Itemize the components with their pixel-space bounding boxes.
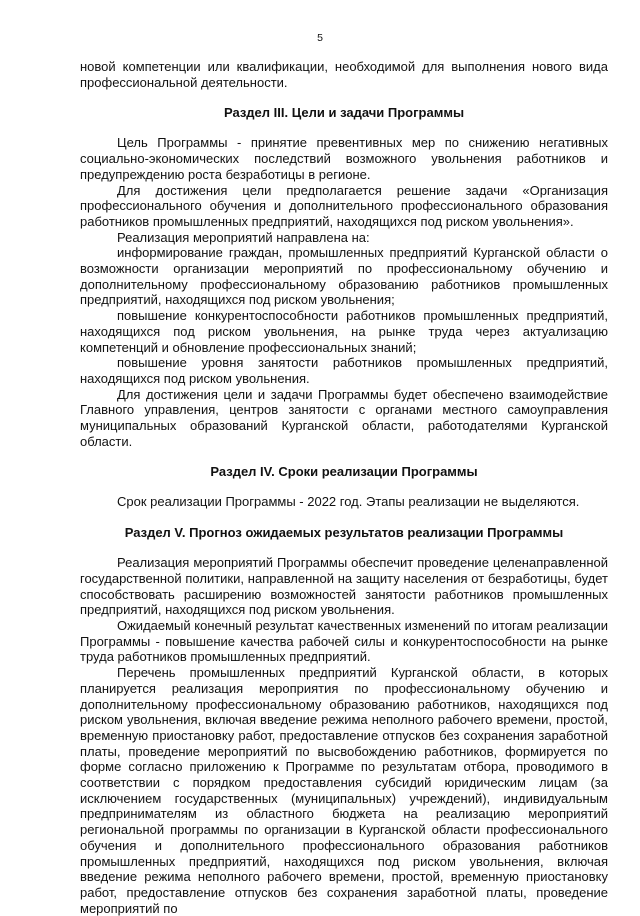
section-5-paragraph: Ожидаемый конечный результат качественных изменений по итогам реализации Программы - повышение качества рабочей силы и конкурентоспособности на рынке труда работников промышленных предприятий. [80,617,608,665]
section-4-paragraph: Срок реализации Программы - 2022 год. Этапы реализации не выделяются. [117,494,580,510]
section-3-heading: Раздел III. Цели и задачи Программы [223,105,465,121]
section-3-paragraph: Реализация мероприятий направлена на: [117,229,370,245]
section-3-list-item: повышение конкурентоспособности работников промышленных предприятий, находящихся под риском увольнения, на рынке труда через актуализацию компетенций и обновление профессиональных знаний; [80,308,608,355]
page-number: 5 [317,32,323,44]
section-3-list-item: информирование граждан, промышленных предприятий Курганской области о возможности организации мероприятий по профессиональному обучению и дополнительному профессиональному образованию работников промышленных предприятий, находящихся под риском увольнения; [80,245,608,308]
section-3-paragraph: Цель Программы - принятие превентивных мер по снижению негативных социально-экономических последствий возможного увольнения работников и предупреждению роста безработицы в регионе. [80,135,608,182]
document-body [80,59,608,916]
section-5-paragraph: Реализация мероприятий Программы обеспечит проведение целенаправленной государственной политики, направленной на защиту населения от безработицы, будет способствовать расширению возможностей занятости работников промышленных предприятий, находящихся под риском увольнения. [80,555,608,618]
section-3-paragraph: Для достижения цели предполагается решение задачи «Организация профессионального обучения и дополнительного профессионального образования работников промышленных предприятий, находящихся под риском увольнения». [80,182,608,229]
section-3-list-item: повышение уровня занятости работников промышленных предприятий, находящихся под риском увольнения. [80,355,608,386]
carryover-paragraph: новой компетенции или квалификации, необходимой для выполнения нового вида профессиональной деятельности. [80,59,608,90]
section-5-heading: Раздел V. Прогноз ожидаемых результатов реализации Программы [124,525,564,541]
section-5-paragraph: Перечень промышленных предприятий Курганской области, в которых планируется реализация мероприятия по профессиональному обучению и дополнительному профессиональному образованию работников, находящихся под риском увольнения, включая введение режима неполного рабочего времени, простой, временную приостановку работ, предоставление отпусков без сохранения заработной платы, проведение мероприятий по высвобождению работников, формируется по форме согласно приложению к Программе по результатам отбора, проводимого в соответствии с порядком предоставления субсидий юридическим лицам (за исключением государственных (муниципальных) учреждений), индивидуальным предпринимателям из областного бюджета на реализацию мероприятий региональной программы по организации в Курганской области профессионального обучения и дополнительного профессионального образования работников промышленных предприятий, находящихся под риском увольнения, включая введение режима неполного рабочего времени, простой, временную приостановку работ, предоставление отпусков без сохранения заработной платы, проведение мероприятий по [80,665,608,916]
section-4-heading: Раздел IV. Сроки реализации Программы [210,464,478,480]
section-3-paragraph: Для достижения цели и задачи Программы будет обеспечено взаимодействие Главного управления, центров занятости с органами местного самоуправления муниципальных образований Курганской области, работодателями Курганской области. [80,386,608,449]
